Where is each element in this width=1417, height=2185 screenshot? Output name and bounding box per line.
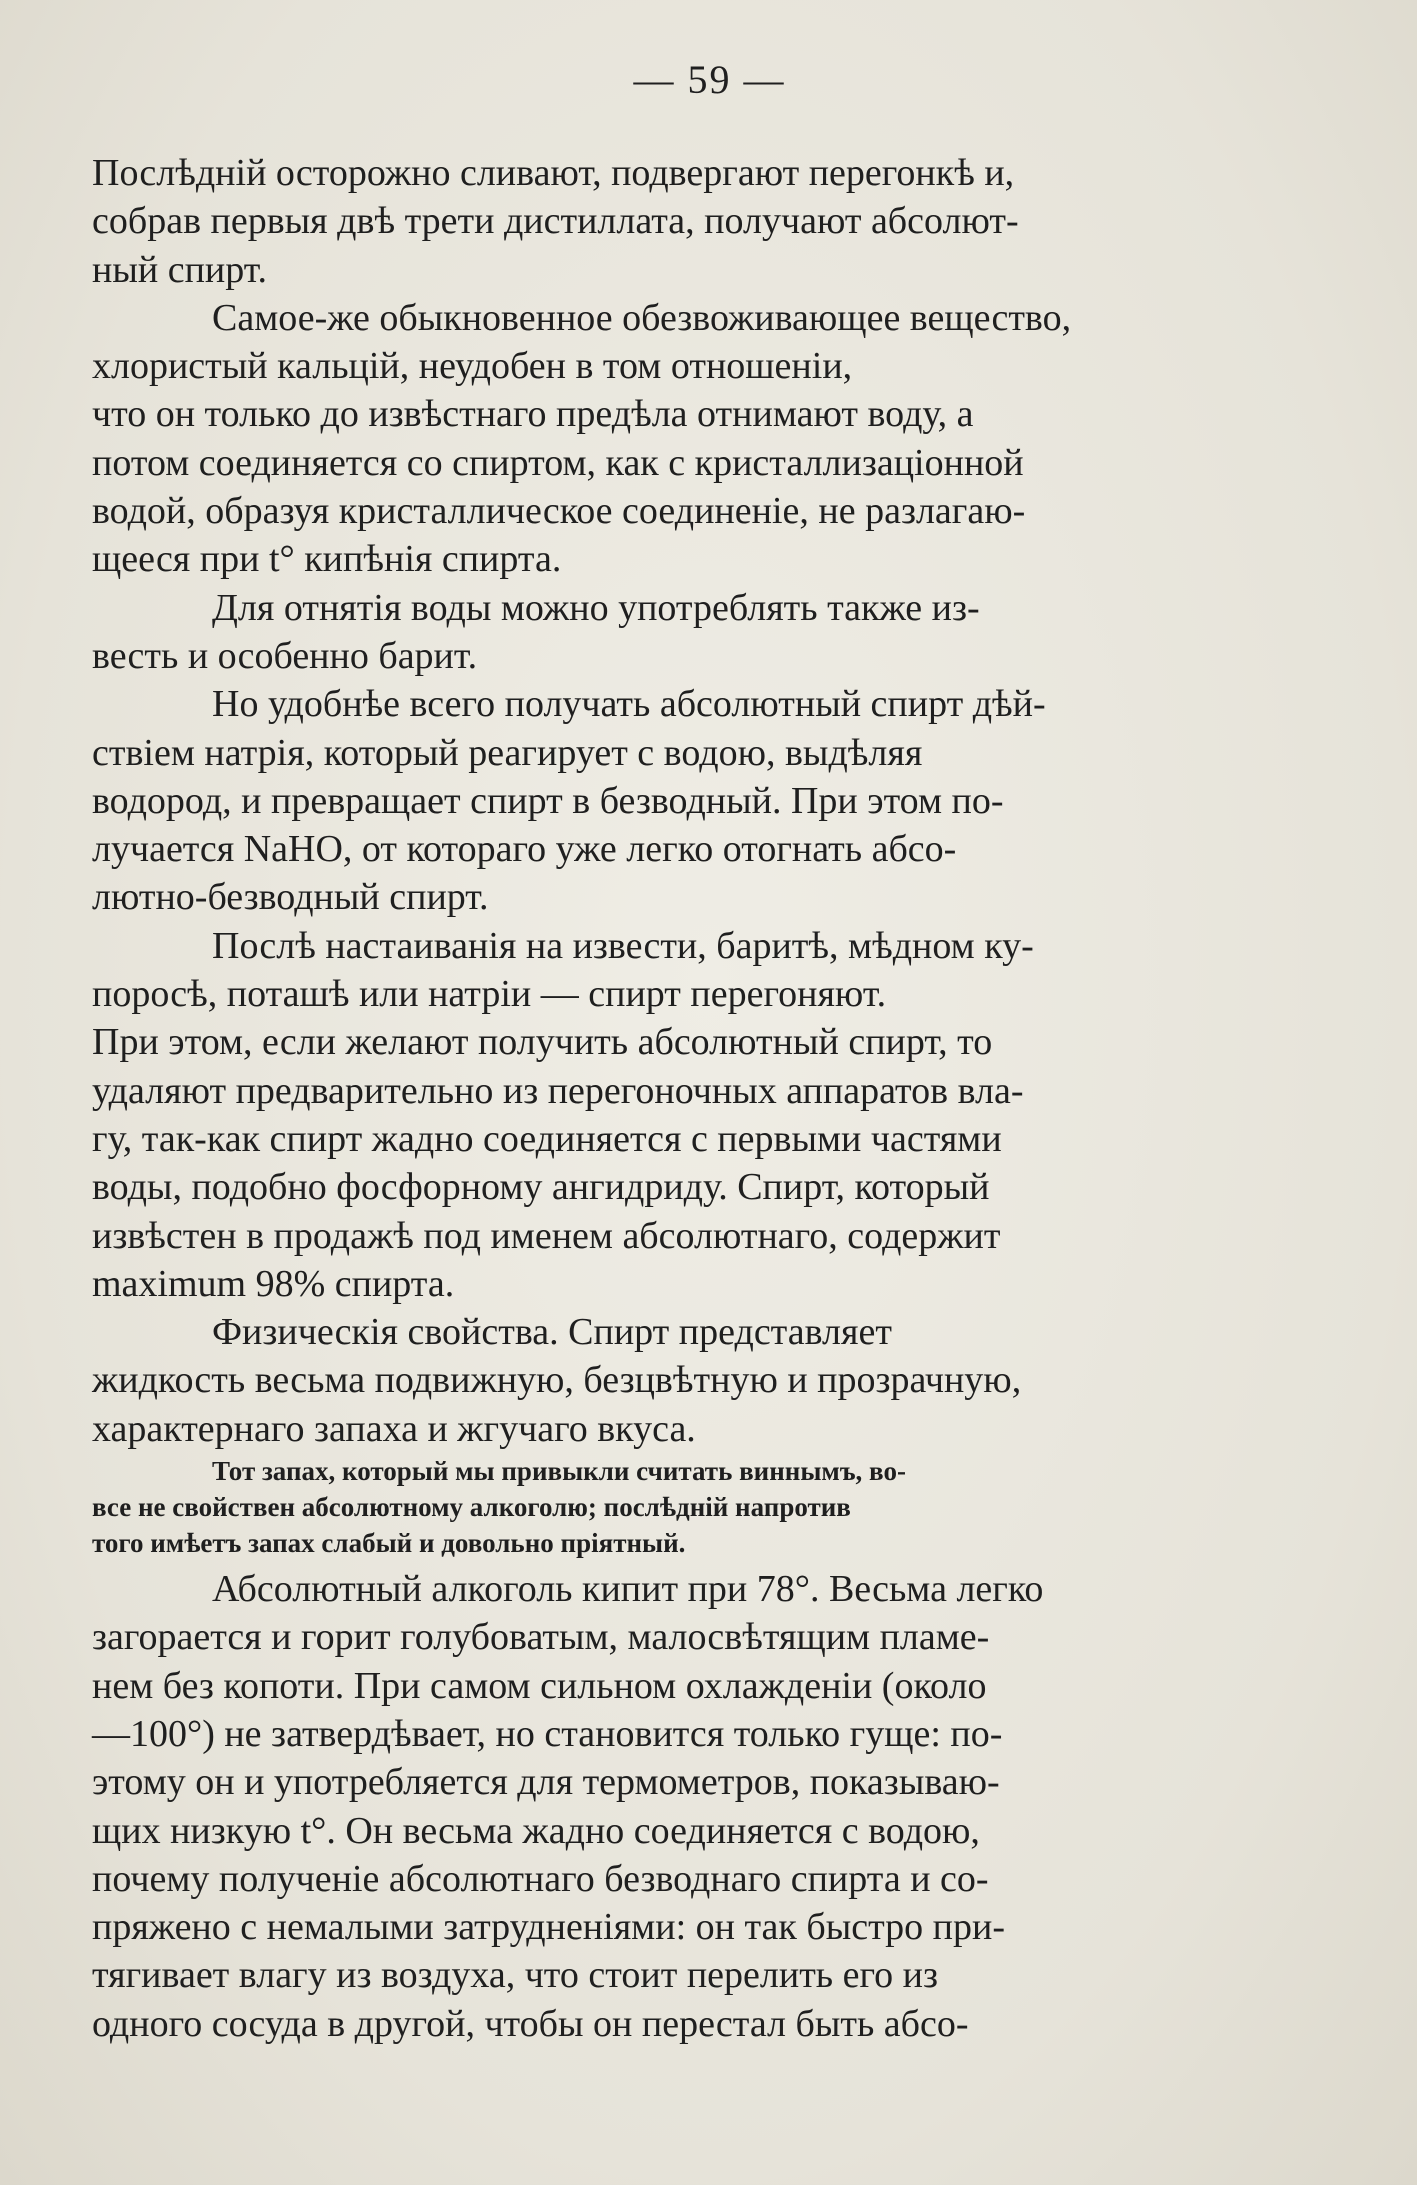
text-line: что он только до извѣстнаго предѣла отнимают воду, а xyxy=(92,393,974,436)
text-line: извѣстен в продажѣ под именем абсолютнаго, содержит xyxy=(92,1214,1001,1257)
text-line: лучается NaHO, от котораго уже легко отогнать абсо- xyxy=(92,828,957,871)
paragraph xyxy=(92,584,1327,681)
text-line: Самое-же обыкновенное обезвоживающее вещество, xyxy=(212,296,1072,339)
text-line: водород, и превращает спирт в безводный. При этом по- xyxy=(92,779,1004,822)
text-line: лютно-безводный спирт. xyxy=(92,876,489,919)
paragraph xyxy=(92,680,1327,921)
text-line: гу, так-как спирт жадно соединяется с первыми частями xyxy=(92,1117,1002,1160)
text-line: водой, образуя кристаллическое соединеніе, не разлагаю- xyxy=(92,490,1026,533)
text-line: Для отнятія воды можно употреблять также из- xyxy=(212,586,980,629)
footnote-remark xyxy=(92,1453,1327,1561)
text-line: весть и особенно барит. xyxy=(92,634,478,677)
text-line: Но удобнѣе всего получать абсолютный спирт дѣй- xyxy=(212,683,1046,726)
text-line: собрав первыя двѣ трети дистиллата, получают абсолют- xyxy=(92,200,1019,243)
text-line: пряжено с немалыми затрудненіями: он так быстро при- xyxy=(92,1906,1005,1949)
text-line: характернаго запаха и жгучаго вкуса. xyxy=(92,1407,696,1450)
text-line: почему полученіе абсолютнаго безводнаго спирта и со- xyxy=(92,1857,989,1900)
text-line: тягивает влагу из воздуха, что стоит перелить его из xyxy=(92,1954,938,1997)
text-line: щих низкую t°. Он весьма жадно соединяется с водою, xyxy=(92,1809,980,1852)
page-number: — 59 — xyxy=(633,57,786,102)
paragraph xyxy=(92,1565,1327,2048)
paragraph xyxy=(92,1308,1327,1453)
text-line: Послѣдній осторожно сливают, подвергают перегонкѣ и, xyxy=(92,152,1015,194)
text-line: этому он и употребляется для термометров, показываю- xyxy=(92,1761,1000,1804)
text-line: поросѣ, поташѣ или натріи — спирт перегоняют. xyxy=(92,973,887,1016)
paragraph xyxy=(92,149,1327,294)
text-line: ный спирт. xyxy=(92,248,267,291)
text-line: воды, подобно фосфорному ангидриду. Спирт, который xyxy=(92,1166,990,1209)
text-line: При этом, если желают получить абсолютный спирт, то xyxy=(92,1021,993,1064)
text-line: хлористый кальцій, неудобен в том отношеніи, xyxy=(92,345,853,388)
text-line: загорается и горит голубоватым, малосвѣтящим пламе- xyxy=(92,1616,990,1659)
text-line: maximum 98% спирта. xyxy=(92,1262,455,1305)
note-line: того имѣетъ запах слабый и довольно пріятный. xyxy=(92,1528,686,1559)
text-line: жидкость весьма подвижную, безцвѣтную и прозрачную, xyxy=(92,1359,1022,1402)
text-line: —100°) не затвердѣвает, но становится только гуще: по- xyxy=(92,1712,1003,1755)
text-line: ствіем натрія, который реагирует с водою, выдѣляя xyxy=(92,731,923,774)
paragraph xyxy=(92,922,1327,1308)
text-line: щееся при t° кипѣнія спирта. xyxy=(92,538,562,581)
text-line: потом соединяется со спиртом, как с кристаллизаціонной xyxy=(92,441,1024,484)
text-line: Физическія свойства. Спирт представляет xyxy=(212,1311,892,1354)
text-line: Абсолютный алкоголь кипит при 78°. Весьма легко xyxy=(212,1568,1044,1611)
note-line: все не свойствен абсолютному алкоголю; послѣдній напротив xyxy=(92,1492,851,1523)
text-line: одного сосуда в другой, чтобы он перестал быть абсо- xyxy=(92,2002,969,2045)
text-line: нем без копоти. При самом сильном охлажденіи (около xyxy=(92,1664,987,1707)
paragraph xyxy=(92,294,1327,584)
note-line: Тот запах, который мы привыкли считать виннымъ, во- xyxy=(212,1456,906,1487)
text-line: удаляют предварительно из перегоночных аппаратов вла- xyxy=(92,1069,1024,1112)
text-line: Послѣ настаиванія на извести, баритѣ, мѣдном ку- xyxy=(212,924,1034,967)
